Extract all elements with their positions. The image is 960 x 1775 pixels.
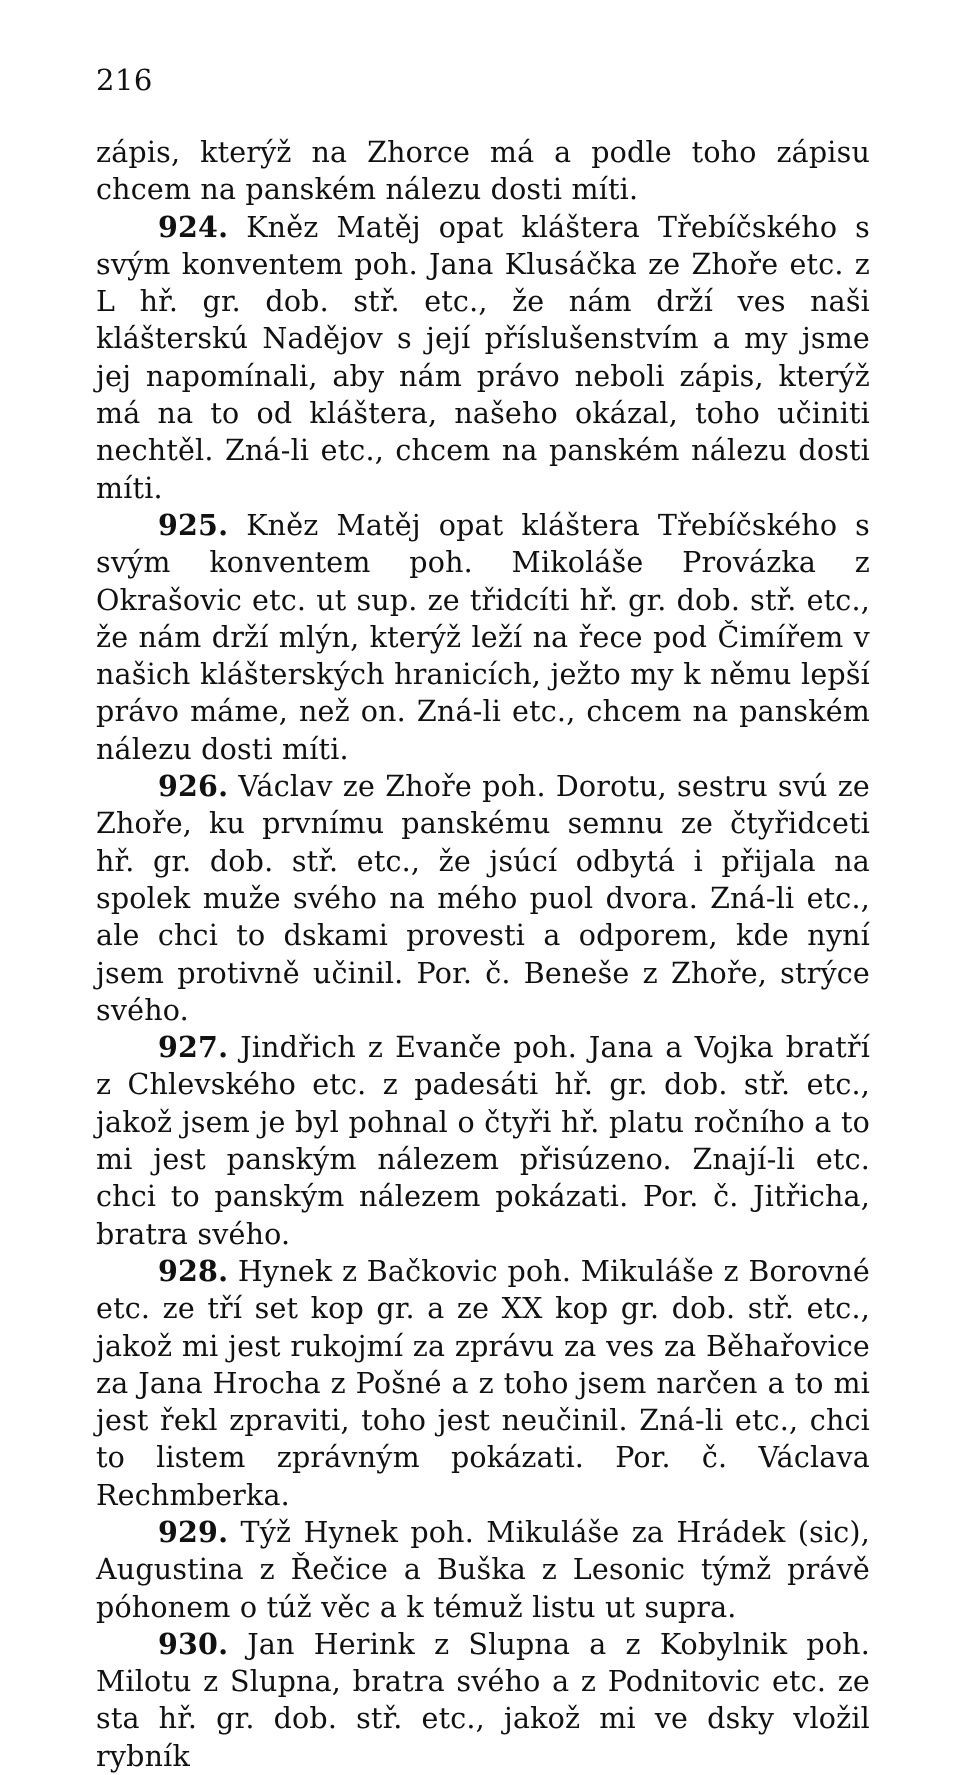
page-body [96,134,870,1775]
entry-number: 925. [158,507,229,542]
entry-924 [96,209,870,507]
entry-number: 926. [158,769,229,804]
entry-number: 929. [158,1514,229,1549]
entry-930 [96,1626,870,1775]
entry-text: Jan Herink z Slupna a z Kobylnik poh. Milotu z Slupna, bratra svého a z Podnitovic etc. ze sta hř. gr. dob. stř. etc., jakož mi ve dsky vložil rybník [96,1627,870,1773]
book-page [96,60,870,1775]
entry-number: 930. [158,1626,229,1661]
entry-text: Týž Hynek poh. Mikuláše za Hrádek (sic), Augustina z Řečice a Buška z Lesonic týmž právě póhonem o túž věc a k témuž listu ut supra. [96,1515,871,1624]
entry-928 [96,1253,870,1514]
entry-text: Kněz Matěj opat kláštera Třebíčského s svým konventem poh. Jana Klusáčka ze Zhoře etc. z L hř. gr. dob. stř. etc., že nám drží ves naši klášterskú Nadějov s její příslušenstvím a my jsme jej napomínali, aby nám právo neboli zápis, kterýž má na to od kláštera, našeho okázal, toho učiniti nechtěl. Zná-li etc., chcem na panském nálezu dosti míti. [96,210,870,505]
entry-number: 924. [158,209,229,244]
entry-text: Václav ze Zhoře poh. Dorotu, sestru svú ze Zhoře, ku prvnímu panskému semnu ze čtyřidceti hř. gr. dob. stř. etc., že jsúcí odbytá i přijala na spolek muže svého na mého puol dvora. Zná-li etc., ale chci to dskami provesti a odporem, kde nyní jsem protivně učinil. Por. č. Beneše z Zhoře, strýce svého. [96,770,870,1027]
page-number: 216 [96,63,153,97]
entry-925 [96,507,870,768]
entry-number: 928. [158,1253,229,1288]
entry-929 [96,1514,870,1626]
intro-paragraph: zápis, kterýž na Zhorce má a podle toho zápisu chcem na panském nálezu dosti míti. [96,136,870,207]
entry-text: Jindřich z Evanče poh. Jana a Vojka bratří z Chlevského etc. z padesáti hř. gr. dob. stř. etc., jakož jsem je byl pohnal o čtyři hř. platu ročního a to mi jest panským nálezem přisúzeno. Znají-li etc. chci to panským nálezem pokázati. Por. č. Jitřicha, bratra svého. [96,1031,871,1251]
entry-text: Hynek z Bačkovic poh. Mikuláše z Borovné etc. ze tří set kop gr. a ze XX kop gr. dob. stř. etc., jakož mi jest rukojmí za zprávu za ves za Běhařovice za Jana Hrocha z Pošné a z toho jsem narčen a to mi jest řekl zpraviti, toho jest neučinil. Zná-li etc., chci to listem zprávným pokázati. Por. č. Václava Rechmberka. [96,1254,870,1512]
entry-927 [96,1029,870,1253]
entry-text: Kněz Matěj opat kláštera Třebíčského s svým konventem poh. Mikoláše Provázka z Okrašovic etc. ut sup. ze třidcíti hř. gr. dob. stř. etc., že nám drží mlýn, kterýž leží na řece pod Čimířem v našich klášterských hranicích, ježto my k němu lepší právo máme, než on. Zná-li etc., chcem na panském nálezu dosti míti. [96,508,870,766]
entry-number: 927. [158,1030,229,1065]
entry-926 [96,768,870,1029]
